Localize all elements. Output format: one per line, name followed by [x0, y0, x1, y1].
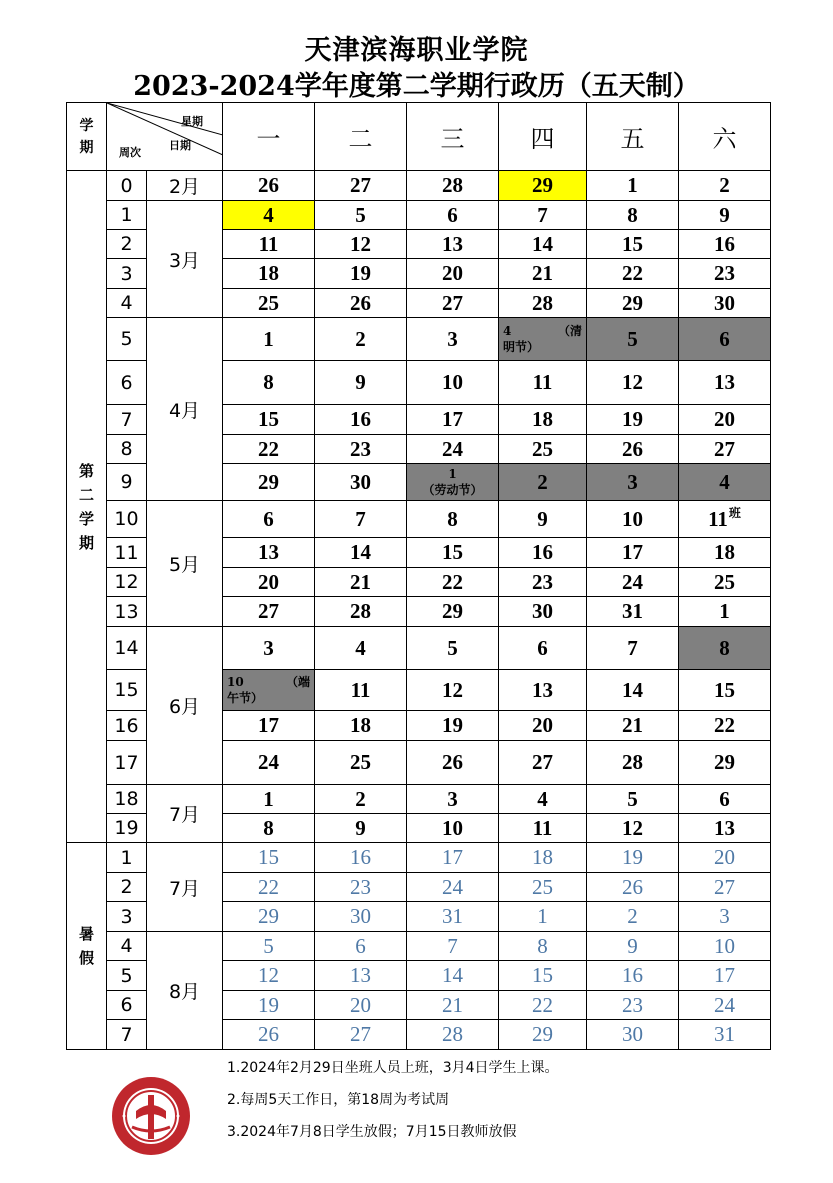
day-cell: 27: [407, 289, 499, 318]
term-header-label: 学期: [79, 117, 94, 156]
day-cell: 29: [679, 741, 771, 785]
day-cell-holiday: 6: [679, 318, 771, 361]
day-cell: 6: [407, 201, 499, 230]
day-cell-holiday: 4: [679, 464, 771, 501]
day-cell: 13: [407, 230, 499, 259]
day-cell: 6: [223, 501, 315, 538]
day-cell: 19: [587, 843, 679, 873]
day-cell-holiday: 2: [499, 464, 587, 501]
day-cell: 31: [679, 1020, 771, 1050]
day-cell: 28: [407, 171, 499, 201]
term-second-label: [67, 171, 107, 843]
week-number: 19: [107, 814, 147, 843]
day-cell: 13: [223, 538, 315, 568]
day-cell: 28: [315, 597, 407, 627]
day-cell-holiday: 8: [679, 627, 771, 670]
day-cell: 21: [587, 711, 679, 741]
day-cell: 14: [499, 230, 587, 259]
day-cell: 30: [679, 289, 771, 318]
day-cell: 25: [679, 568, 771, 597]
week-number: 3: [107, 902, 147, 932]
day-cell: 8: [223, 361, 315, 405]
week-row: [67, 318, 771, 361]
week-number: 5: [107, 961, 147, 991]
week-number: 1: [107, 843, 147, 873]
diagonal-header: [107, 103, 223, 171]
weekday-sat: 六: [679, 103, 771, 171]
holiday-cell-qingming: [499, 318, 587, 361]
holiday-cell-laodong: [407, 464, 499, 501]
week-number: 7: [107, 405, 147, 435]
day-cell: 20: [679, 843, 771, 873]
week-number: 6: [107, 991, 147, 1020]
day-cell: 3: [407, 785, 499, 814]
day-cell: 23: [315, 873, 407, 902]
day-cell: 19: [315, 259, 407, 289]
day-cell: 5: [315, 201, 407, 230]
day-cell: 8: [407, 501, 499, 538]
holiday-day: 4: [503, 324, 512, 338]
month-label: 7月: [147, 785, 223, 843]
week-number: 11: [107, 538, 147, 568]
weekday-tue: 二: [315, 103, 407, 171]
day-cell: 27: [315, 171, 407, 201]
day-cell: 14: [407, 961, 499, 991]
day-cell: 9: [679, 201, 771, 230]
day-cell: 15: [223, 843, 315, 873]
day-cell: 1: [223, 785, 315, 814]
day-cell: 16: [499, 538, 587, 568]
day-cell: 16: [587, 961, 679, 991]
weekday-wed: 三: [407, 103, 499, 171]
day-cell: 9: [315, 814, 407, 843]
day-cell: 1: [679, 597, 771, 627]
day-cell: 28: [587, 741, 679, 785]
day-cell: 5: [587, 785, 679, 814]
week-number: 16: [107, 711, 147, 741]
day-cell: 6: [499, 627, 587, 670]
week-number: 14: [107, 627, 147, 670]
day-cell: 1: [499, 902, 587, 932]
day-cell: 17: [407, 843, 499, 873]
day-cell-highlight: 29: [499, 171, 587, 201]
week-number: 7: [107, 1020, 147, 1050]
day-cell: 18: [679, 538, 771, 568]
day-cell: 30: [499, 597, 587, 627]
day-cell: 27: [315, 1020, 407, 1050]
day-cell-holiday: 5: [587, 318, 679, 361]
holiday-cell-duanwu: [223, 670, 315, 711]
day-cell: 7: [587, 627, 679, 670]
day-cell: 14: [587, 670, 679, 711]
week-number: 3: [107, 259, 147, 289]
day-cell: 5: [223, 932, 315, 961]
week-number: 15: [107, 670, 147, 711]
holiday-name-part: 午节）: [227, 691, 264, 705]
weekday-fri: 五: [587, 103, 679, 171]
day-cell: 28: [407, 1020, 499, 1050]
school-logo: [110, 1075, 192, 1157]
day-cell: 3: [223, 627, 315, 670]
day-cell: 19: [587, 405, 679, 435]
day-cell: 25: [223, 289, 315, 318]
page-subtitle: 2023-2024学年度第二学期行政历（五天制）: [133, 71, 700, 102]
week-number: 5: [107, 318, 147, 361]
day-cell: 17: [679, 961, 771, 991]
month-label: 5月: [147, 501, 223, 627]
makeup-mark: 班: [728, 505, 741, 520]
day-cell: 29: [499, 1020, 587, 1050]
day-cell: 19: [407, 711, 499, 741]
day-cell: 18: [223, 259, 315, 289]
month-label: 8月: [147, 932, 223, 1050]
day-cell: 9: [315, 361, 407, 405]
day-cell: 4: [315, 627, 407, 670]
day-cell: 20: [223, 568, 315, 597]
day-cell: 24: [407, 435, 499, 464]
week-number: 17: [107, 741, 147, 785]
day-cell: 29: [223, 464, 315, 501]
weekday-thu: 四: [499, 103, 587, 171]
day-cell: 26: [587, 435, 679, 464]
day-cell: 20: [499, 711, 587, 741]
month-label: 2月: [147, 171, 223, 201]
day-cell: 1: [587, 171, 679, 201]
day-cell: 10: [679, 932, 771, 961]
day-cell: 7: [407, 932, 499, 961]
day-cell: 6: [679, 785, 771, 814]
note-3: 3.2024年7月8日学生放假；7月15日教师放假: [227, 1124, 517, 1140]
day-cell: 22: [223, 435, 315, 464]
week-row: [67, 785, 771, 814]
day-cell: 12: [587, 361, 679, 405]
day-cell: 7: [315, 501, 407, 538]
day-number: 11: [708, 506, 728, 531]
day-cell: 24: [679, 991, 771, 1020]
day-cell: 22: [499, 991, 587, 1020]
day-cell: 10: [587, 501, 679, 538]
day-cell: 29: [223, 902, 315, 932]
diag-date-label: 日期: [169, 139, 191, 152]
week-number: 13: [107, 597, 147, 627]
month-label: 4月: [147, 318, 223, 501]
day-cell: 17: [587, 538, 679, 568]
day-cell: 13: [315, 961, 407, 991]
day-cell: 1: [223, 318, 315, 361]
week-number: 8: [107, 435, 147, 464]
day-cell-makeup: [679, 501, 771, 538]
day-cell: 4: [499, 785, 587, 814]
day-cell: 27: [223, 597, 315, 627]
day-cell: 29: [407, 597, 499, 627]
weekday-mon: 一: [223, 103, 315, 171]
day-cell: 23: [679, 259, 771, 289]
day-cell: 31: [407, 902, 499, 932]
diag-week-label: 周次: [119, 146, 141, 159]
vacation-week-row: [67, 843, 771, 873]
month-label: 6月: [147, 627, 223, 785]
day-cell: 25: [315, 741, 407, 785]
day-cell: 12: [587, 814, 679, 843]
day-cell: 10: [407, 361, 499, 405]
week-number: 10: [107, 501, 147, 538]
day-cell: 23: [499, 568, 587, 597]
day-cell: 21: [499, 259, 587, 289]
week-number: 2: [107, 230, 147, 259]
day-cell: 8: [223, 814, 315, 843]
week-number: 9: [107, 464, 147, 501]
day-cell: 16: [315, 843, 407, 873]
day-cell: 15: [679, 670, 771, 711]
day-cell: 24: [407, 873, 499, 902]
day-cell: 24: [587, 568, 679, 597]
day-cell: 20: [679, 405, 771, 435]
holiday-name-part: （端: [285, 675, 310, 689]
week-number: 1: [107, 201, 147, 230]
day-cell: 3: [679, 902, 771, 932]
note-1: 1.2024年2月29日坐班人员上班，3月4日学生上课。: [227, 1060, 559, 1076]
day-cell: 24: [223, 741, 315, 785]
day-cell: 12: [315, 230, 407, 259]
day-cell: 13: [679, 361, 771, 405]
day-cell: 17: [223, 711, 315, 741]
holiday-name-part: （清: [557, 324, 582, 338]
day-cell: 23: [315, 435, 407, 464]
day-cell: 30: [315, 464, 407, 501]
day-cell: 20: [407, 259, 499, 289]
day-cell: 27: [499, 741, 587, 785]
day-cell: 14: [315, 538, 407, 568]
holiday-name-part: 明节）: [503, 340, 540, 354]
day-cell: 26: [315, 289, 407, 318]
day-cell: 15: [587, 230, 679, 259]
day-cell: 27: [679, 435, 771, 464]
day-cell: 16: [315, 405, 407, 435]
week-number: 0: [107, 171, 147, 201]
holiday-day: 1: [448, 467, 457, 481]
day-cell: 2: [587, 902, 679, 932]
month-label: 3月: [147, 201, 223, 318]
term-summer-text: 暑假: [78, 925, 94, 967]
week-number: 6: [107, 361, 147, 405]
day-cell: 28: [499, 289, 587, 318]
day-cell: 7: [499, 201, 587, 230]
day-cell: 22: [223, 873, 315, 902]
week-number: 4: [107, 932, 147, 961]
day-cell: 26: [223, 171, 315, 201]
day-cell: 12: [407, 670, 499, 711]
week-row: [67, 171, 771, 201]
day-cell: 13: [499, 670, 587, 711]
holiday-name: （劳动节）: [422, 483, 483, 497]
day-cell: 11: [499, 814, 587, 843]
day-cell: 8: [499, 932, 587, 961]
holiday-day: 10: [227, 675, 244, 689]
diag-star-label: 星期: [181, 115, 203, 128]
day-cell: 22: [679, 711, 771, 741]
week-number: 12: [107, 568, 147, 597]
day-cell: 21: [407, 991, 499, 1020]
day-cell: 25: [499, 435, 587, 464]
week-row: [67, 201, 771, 230]
day-cell: 26: [407, 741, 499, 785]
day-cell: 27: [679, 873, 771, 902]
day-cell: 5: [407, 627, 499, 670]
diagonal-lines: [107, 103, 223, 171]
day-cell: 12: [223, 961, 315, 991]
day-cell: 11: [315, 670, 407, 711]
day-cell: 9: [587, 932, 679, 961]
day-cell: 13: [679, 814, 771, 843]
day-cell: 23: [587, 991, 679, 1020]
day-cell: 9: [499, 501, 587, 538]
day-cell: 10: [407, 814, 499, 843]
note-2: 2.每周5天工作日，第18周为考试周: [227, 1092, 450, 1108]
calendar-table: [66, 102, 771, 1050]
week-number: 2: [107, 873, 147, 902]
week-number: 4: [107, 289, 147, 318]
day-cell: 11: [499, 361, 587, 405]
day-cell: 16: [679, 230, 771, 259]
day-cell: 2: [679, 171, 771, 201]
day-cell: 17: [407, 405, 499, 435]
day-cell: 15: [407, 538, 499, 568]
day-cell: 2: [315, 785, 407, 814]
day-cell: 18: [499, 405, 587, 435]
term-second-text: 第二学期: [78, 461, 94, 552]
page-title: 天津滨海职业学院: [304, 35, 529, 66]
day-cell: 30: [587, 1020, 679, 1050]
day-cell: 21: [315, 568, 407, 597]
day-cell: 15: [499, 961, 587, 991]
term-summer-label: [67, 843, 107, 1050]
day-cell: 15: [223, 405, 315, 435]
day-cell: 11: [223, 230, 315, 259]
day-cell: 29: [587, 289, 679, 318]
day-cell: 22: [407, 568, 499, 597]
day-cell: 3: [407, 318, 499, 361]
day-cell: 31: [587, 597, 679, 627]
day-cell: 30: [315, 902, 407, 932]
day-cell: 26: [587, 873, 679, 902]
day-cell: 8: [587, 201, 679, 230]
day-cell: 6: [315, 932, 407, 961]
day-cell: 18: [315, 711, 407, 741]
week-row: [67, 501, 771, 538]
day-cell: 2: [315, 318, 407, 361]
day-cell: 18: [499, 843, 587, 873]
day-cell: 22: [587, 259, 679, 289]
term-header: [67, 103, 107, 171]
day-cell: 19: [223, 991, 315, 1020]
day-cell: 20: [315, 991, 407, 1020]
month-label: 7月: [147, 843, 223, 932]
week-row: [67, 627, 771, 670]
day-cell: 26: [223, 1020, 315, 1050]
day-cell: 25: [499, 873, 587, 902]
day-cell-highlight: 4: [223, 201, 315, 230]
day-cell-holiday: 3: [587, 464, 679, 501]
vacation-week-row: [67, 932, 771, 961]
week-number: 18: [107, 785, 147, 814]
